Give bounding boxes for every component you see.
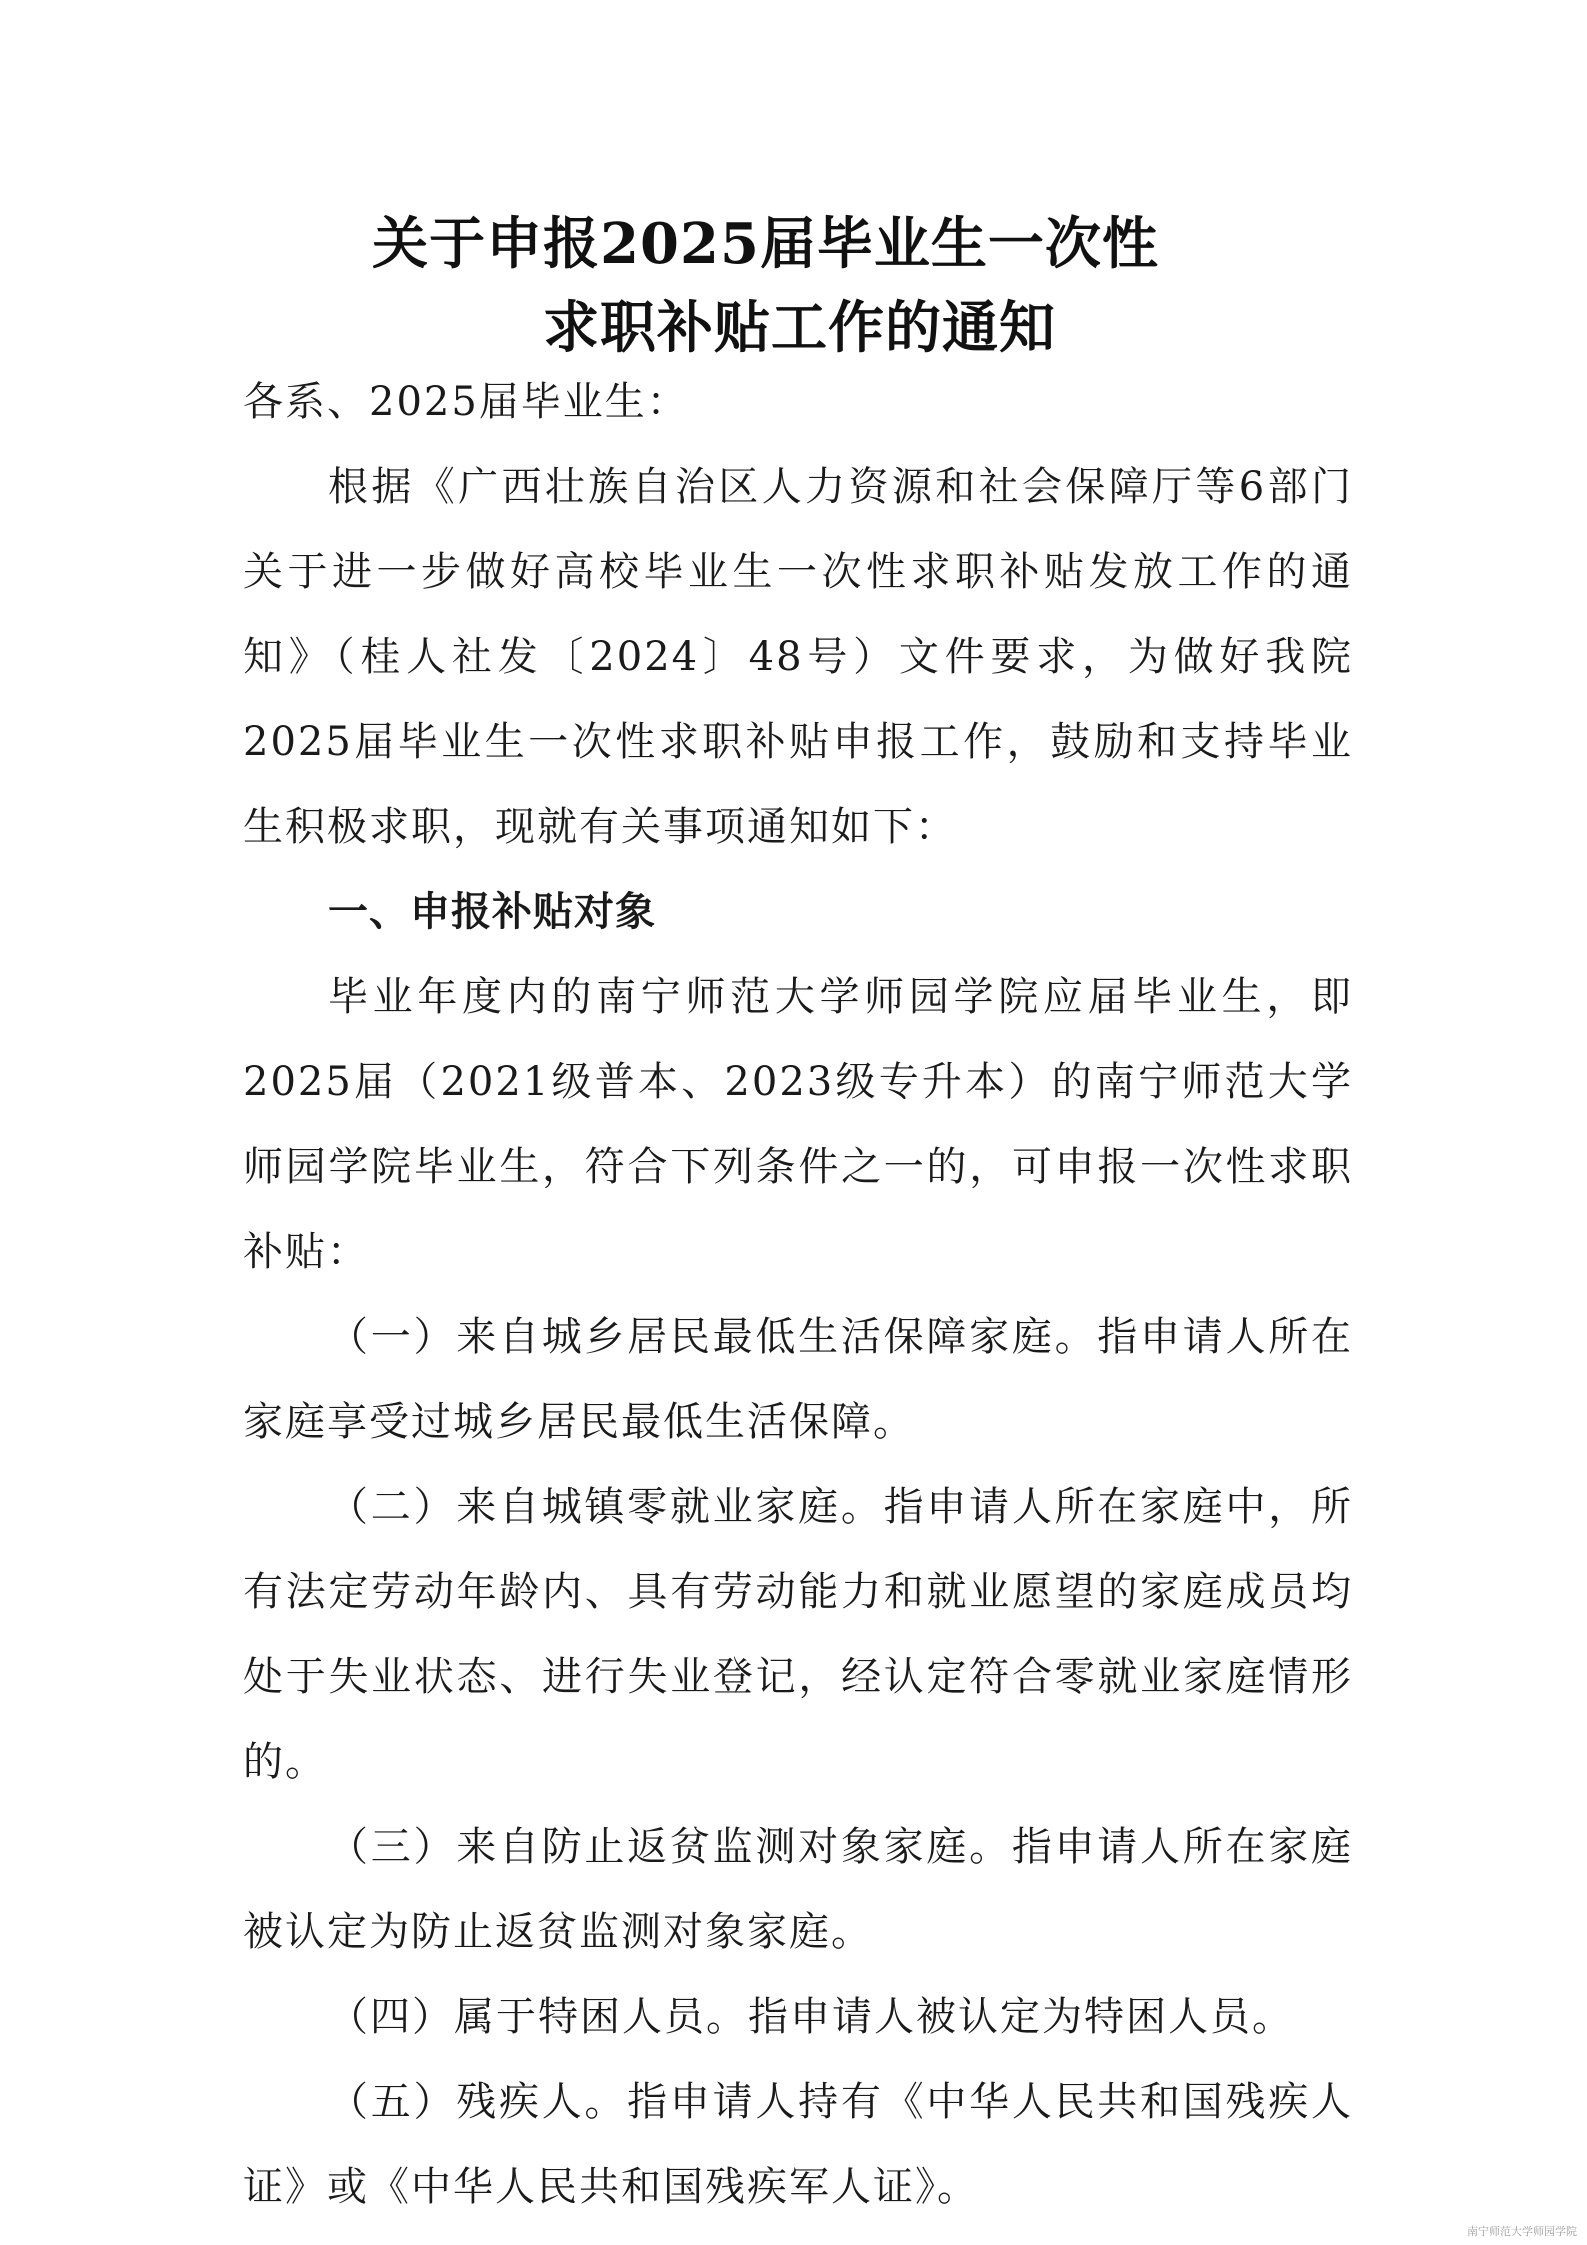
salutation: 各系、2025届毕业生： — [243, 379, 689, 425]
condition-item-5: （五）残疾人。指申请人持有《中华人民共和国残疾人证》或《中华人民共和国残疾军人证》。 — [243, 2079, 1353, 2210]
section-1-intro-paragraph: 毕业年度内的南宁师范大学师园学院应届毕业生，即2025届（2021级普本、2023级专升本）的南宁师范大学师园学院毕业生，符合下列条件之一的，可申报一次性求职补贴： — [243, 974, 1353, 1275]
intro-paragraph: 根据《广西壮族自治区人力资源和社会保障厅等6部门关于进一步做好高校毕业生一次性求职补贴发放工作的通知》（桂人社发〔2024〕48号）文件要求，为做好我院2025届毕业生一次性求职补贴申报工作，鼓励和支持毕业生积极求职，现就有关事项通知如下： — [243, 464, 1353, 850]
condition-item-1: （一）来自城乡居民最低生活保障家庭。指申请人所在家庭享受过城乡居民最低生活保障。 — [243, 1314, 1353, 1445]
document-title-line-2: 求职补贴工作的通知 — [543, 295, 1056, 361]
document-title-line-1: 关于申报2025届毕业生一次性 — [372, 211, 1159, 277]
condition-item-4: （四）属于特困人员。指申请人被认定为特困人员。 — [328, 1994, 1294, 2040]
condition-item-3: （三）来自防止返贫监测对象家庭。指申请人所在家庭被认定为防止返贫监测对象家庭。 — [243, 1824, 1353, 1955]
condition-item-2: （二）来自城镇零就业家庭。指申请人所在家庭中，所有法定劳动年龄内、具有劳动能力和就业愿望的家庭成员均处于失业状态、进行失业登记，经认定符合零就业家庭情形的。 — [243, 1484, 1353, 1785]
document-body — [243, 360, 1353, 2230]
watermark: 南宁师范大学师园学院 — [1467, 2225, 1577, 2238]
section-heading-1: 一、申报补贴对象 — [328, 889, 656, 935]
